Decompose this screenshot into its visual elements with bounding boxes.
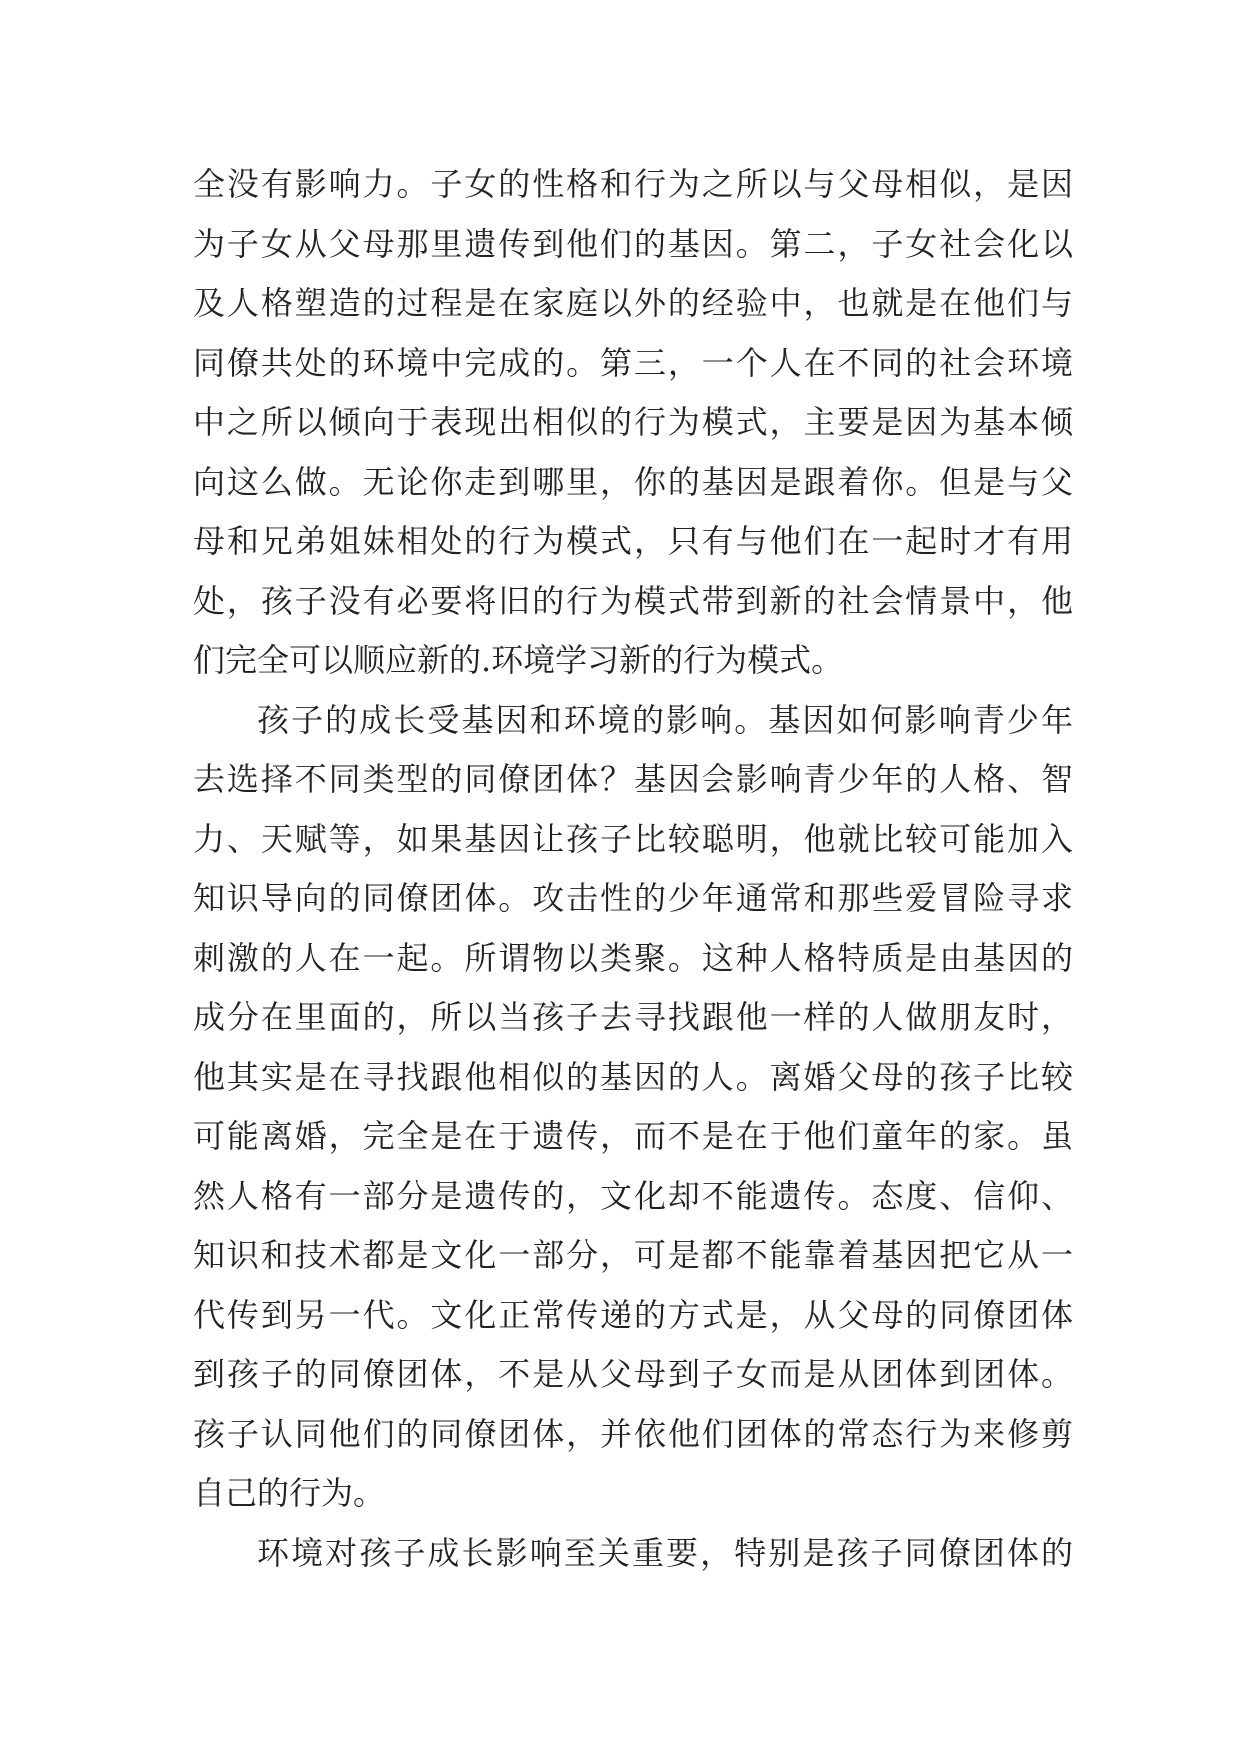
text-line: 环境对孩子成长影响至关重要，特别是孩子同僚团体的 bbox=[257, 1533, 1073, 1572]
text-line: 去选择不同类型的同僚团体？基因会影响青少年的人格、智 bbox=[193, 760, 1073, 798]
text-line: 为子女从父母那里遗传到他们的基因。第二，子女社会化以 bbox=[193, 224, 1073, 263]
text-line: 向这么做。无论你走到哪里，你的基因是跟着你。但是与父 bbox=[193, 462, 1073, 501]
text-line: 同僚共处的环境中完成的。第三，一个人在不同的社会环境 bbox=[193, 343, 1073, 382]
text-line: 他其实是在寻找跟他相似的基因的人。离婚父母的孩子比较 bbox=[193, 1057, 1073, 1096]
text-line: 们完全可以顺应新的.环境学习新的行为模式。 bbox=[193, 641, 844, 679]
text-line: 知识和技术都是文化一部分，可是都不能靠着基因把它从一 bbox=[193, 1236, 1073, 1274]
paragraph-1 bbox=[193, 155, 1073, 691]
text-line: 中之所以倾向于表现出相似的行为模式，主要是因为基本倾 bbox=[193, 403, 1073, 441]
paragraph-2 bbox=[193, 691, 1073, 1524]
text-line: 处，孩子没有必要将旧的行为模式带到新的社会情景中，他 bbox=[193, 581, 1073, 620]
document-body bbox=[193, 155, 1073, 1583]
text-line: 自己的行为。 bbox=[193, 1474, 386, 1512]
text-line: 孩子认同他们的同僚团体，并依他们团体的常态行为来修剪 bbox=[193, 1414, 1073, 1453]
text-line: 力、天赋等，如果基因让孩子比较聪明，他就比较可能加入 bbox=[193, 819, 1073, 858]
text-line: 全没有影响力。子女的性格和行为之所以与父母相似，是因 bbox=[193, 165, 1073, 203]
text-line: 母和兄弟姐妹相处的行为模式，只有与他们在一起时才有用 bbox=[193, 522, 1073, 560]
text-line: 然人格有一部分是遗传的，文化却不能遗传。态度、信仰、 bbox=[193, 1176, 1073, 1215]
text-line: 到孩子的同僚团体，不是从父母到子女而是从团体到团体。 bbox=[193, 1355, 1073, 1393]
text-line: 代传到另一代。文化正常传递的方式是，从父母的同僚团体 bbox=[193, 1295, 1073, 1334]
text-line: 刺激的人在一起。所谓物以类聚。这种人格特质是由基因的 bbox=[193, 938, 1073, 977]
text-line: 知识导向的同僚团体。攻击性的少年通常和那些爱冒险寻求 bbox=[193, 879, 1073, 917]
text-line: 孩子的成长受基因和环境的影响。基因如何影响青少年 bbox=[257, 700, 1073, 739]
text-line: 成分在里面的，所以当孩子去寻找跟他一样的人做朋友时， bbox=[193, 998, 1073, 1036]
text-line: 可能离婚，完全是在于遗传，而不是在于他们童年的家。虽 bbox=[193, 1117, 1073, 1155]
text-line: 及人格塑造的过程是在家庭以外的经验中，也就是在他们与 bbox=[193, 284, 1073, 322]
paragraph-3 bbox=[193, 1524, 1073, 1584]
